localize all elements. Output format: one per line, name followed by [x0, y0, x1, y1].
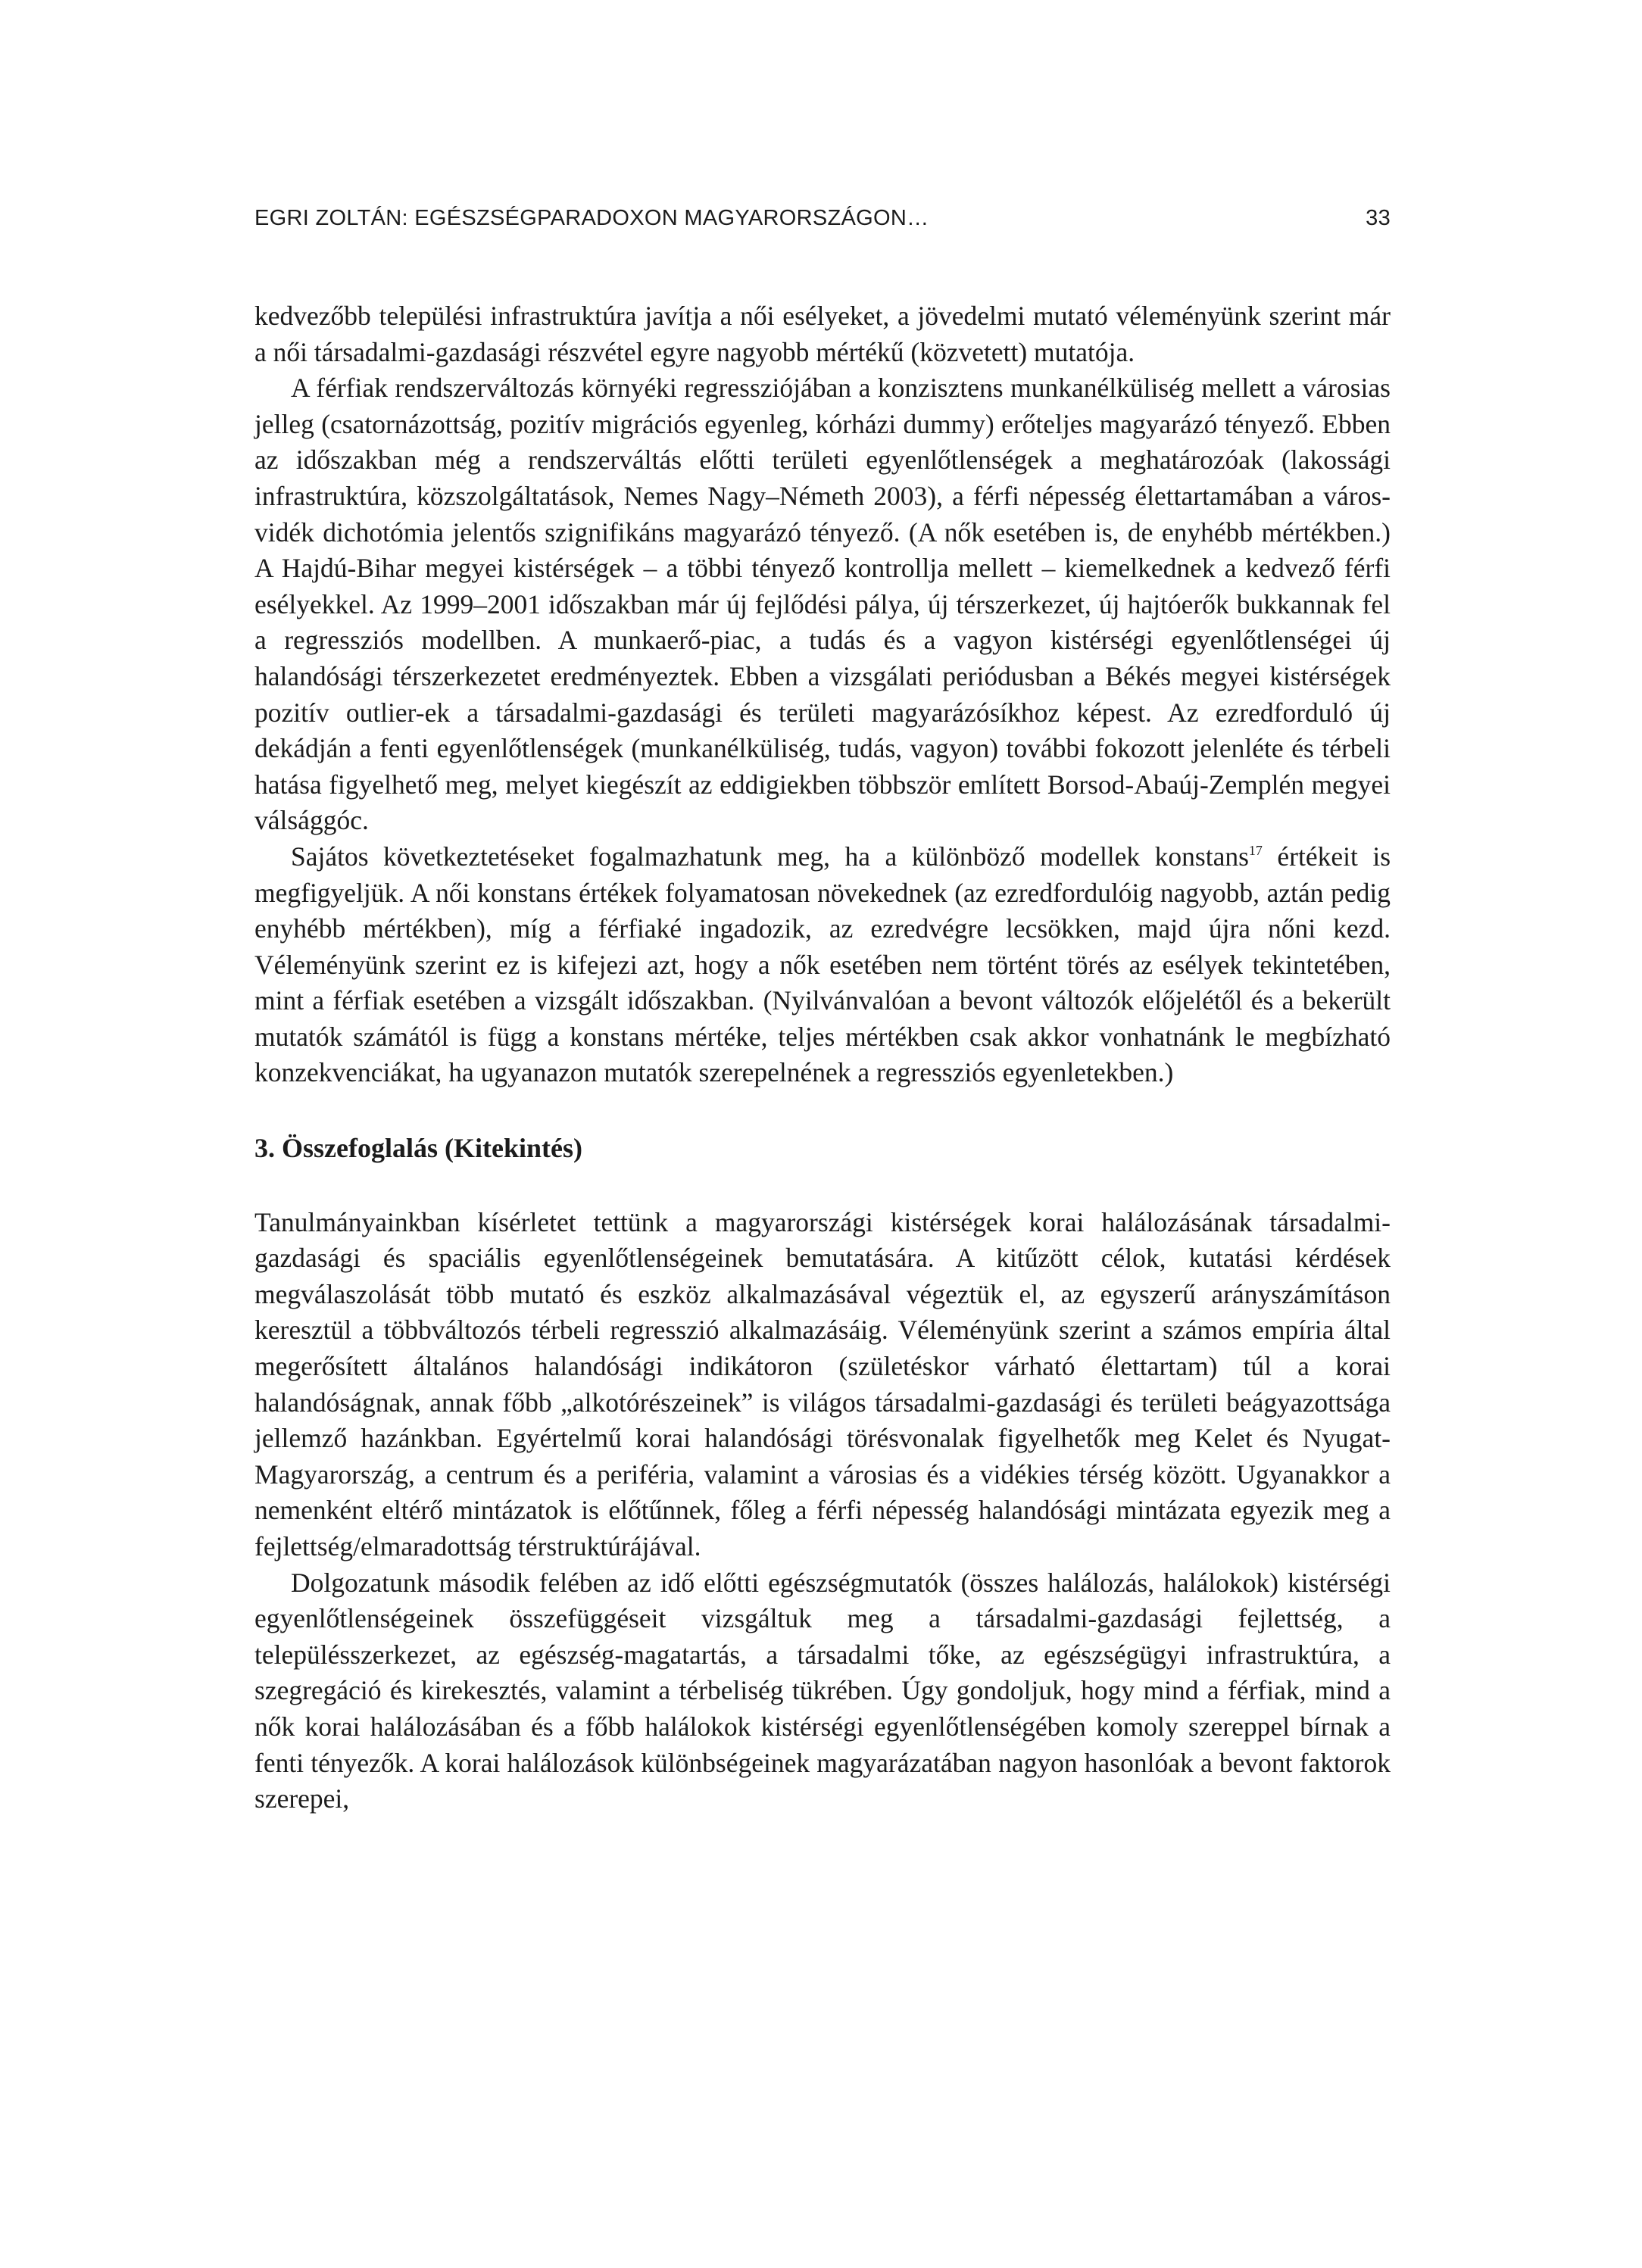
running-head — [254, 206, 1391, 236]
paragraph-continued: kedvezőbb települési infrastruktúra javítja a női esélyeket, a jövedelmi mutató véleményünk szerint már a női társadalmi-gazdasági részvétel egyre nagyobb mértékű (közvetett) mutatója. — [254, 301, 1391, 367]
page-number: 33 — [1366, 206, 1391, 230]
paragraph-regression-men: A férfiak rendszerváltozás környéki regressziójában a konzisztens munkanélküliség mellett a városias jelleg (csatornázottság, pozitív migrációs egyenleg, kórházi dummy) erőteljes magyarázó tényező. Ebben az időszakban még a rendszerváltás előtti területi egyenlőtlenségek a meghatározóak (lakossági infrastruktúra, közszolgáltatások, Nemes Nagy–Németh 2003), a férfi népesség élettartamában a város-vidék dichotómia jelentős szignifikáns magyarázó tényező. (A nők esetében is, de enyhébb mértékben.) A Hajdú-Bihar megyei kistérségek – a többi tényező kontrollja mellett – kiemelkednek a kedvező férfi esélyekkel. Az 1999–2001 időszakban már új fejlődési pálya, új térszerkezet, új hajtóerők bukkannak fel a regressziós modellben. A munkaerő-piac, a tudás és a vagyon kistérségi egyenlőtlenségei új halandósági térszerkezetet eredményeztek. Ebben a vizsgálati periódusban a Békés megyei kistérségek pozitív outlier-ek a társadalmi-gazdasági és területi magyarázósíkhoz képest. Az ezredforduló új dekádján a fenti egyenlőtlenségek (munkanélküliség, tudás, vagyon) további fokozott jelenléte és térbeli hatása figyelhető meg, melyet kiegészít az eddigiekben többször említett Borsod-Abaúj-Zemplén megyei válsággóc. — [254, 373, 1391, 836]
paragraph-constants — [254, 839, 1391, 1091]
paragraph-summary: Tanulmányainkban kísérletet tettünk a magyarországi kistérségek korai halálozásának társadalmi-gazdasági és spaciális egyenlőtlenségeinek bemutatására. A kitűzött célok, kutatási kérdések megválaszolását több mutató és eszköz alkalmazásával végeztük el, az egyszerű arányszámításon keresztül a többváltozós térbeli regresszió alkalmazásáig. Véleményünk szerint a számos empíria által megerősített általános halandósági indikátoron (születéskor várható élettartam) túl a korai halandóságnak, annak főbb „alkotórészeinek” is világos társadalmi-gazdasági és területi beágyazottsága jellemző hazánkban. Egyértelmű korai halandósági törésvonalak figyelhetők meg Kelet és Nyugat-Magyarország, a centrum és a periféria, valamint a városias és a vidékies térség között. Ugyanakkor a nemenként eltérő mintázatok is előtűnnek, főleg a férfi népesség halandósági mintázata egyezik meg a fejlettség/elmaradottság térstruktúrájával. — [254, 1206, 1391, 1561]
body-text — [254, 298, 1391, 1817]
paragraph-second-half: Dolgozatunk második felében az idő előtti egészségmutatók (összes halálozás, halálokok) kistérségi egyenlőtlenségeinek összefüggéseit vizsgáltuk meg a társadalmi-gazdasági fejlettség, a településszerkezet, az egészség-magatartás, a társadalmi tőke, az egészségügyi infrastruktúra, a szegregáció és kirekesztés, valamint a térbeliség tükrében. Úgy gondoljuk, hogy mind a férfiak, mind a nők korai halálozásában és a főbb halálokok kistérségi egyenlőtlenségében komoly szereppel bírnak a fenti tényezők. A korai halálozások különbségeinek magyarázatában nagyon hasonlóak a bevont faktorok szerepei, — [254, 1567, 1391, 1814]
running-title: EGRI ZOLTÁN: EGÉSZSÉGPARADOXON MAGYARORSZÁGON… — [254, 206, 929, 230]
footnote-marker: 17 — [1248, 842, 1263, 858]
paragraph-constants-text-a: Sajátos következtetéseket fogalmazhatunk meg, ha a különböző modellek konstans — [291, 841, 1249, 872]
document-page — [254, 0, 1391, 2268]
section-heading: 3. Összefoglalás (Kitekintés) — [254, 1133, 582, 1164]
paragraph-constants-text-b: értékeit is megfigyeljük. A női konstans értékek folyamatosan növekednek (az ezredfordulóig nagyobb, aztán pedig enyhébb mértékben), míg a férfiaké ingadozik, az ezredvégre lecsökken, majd újra nőni kezd. Véleményünk szerint ez is kifejezi azt, hogy a nők esetében nem történt törés az esélyek tekintetében, mint a férfiak esetében a vizsgált időszakban. (Nyilvánvalóan a bevont változók előjelétől és a bekerült mutatók számától is függ a konstans mértéke, teljes mértékben csak akkor vonhatnánk le megbízható konzekvenciákat, ha ugyanazon mutatók szerepelnének a regressziós egyenletekben.) — [254, 841, 1391, 1088]
